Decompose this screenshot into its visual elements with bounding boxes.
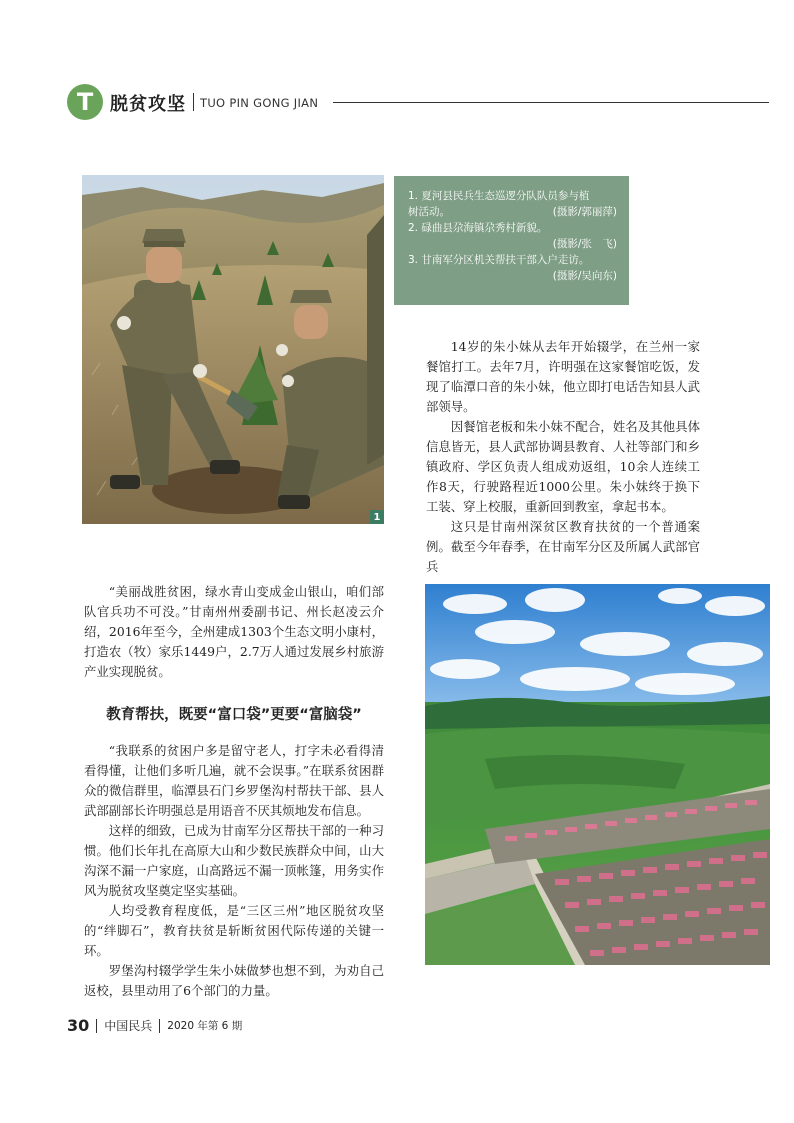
photo-village-aerial xyxy=(425,584,770,965)
caption-1-line-b xyxy=(408,204,617,220)
article-paragraph: 罗堡沟村辍学学生朱小妹做梦也想不到，为劝自己返校，县里动用了6个部门的力量。 xyxy=(84,963,384,998)
section-logo-letter: T xyxy=(76,88,94,116)
article-paragraph: 这样的细致，已成为甘南军分区帮扶干部的一种习惯。他们长年扎在高原大山和少数民族群众中间，山大沟深不漏一户家庭，山高路远不漏一顶帐篷，用务实作风为脱贫攻坚奠定坚实基础。 xyxy=(84,823,384,898)
caption-2-credit: (摄影/张 飞) xyxy=(552,238,617,250)
page-footer xyxy=(67,1016,242,1035)
page-number: 30 xyxy=(67,1016,90,1035)
caption-3-credit: (摄影/吴向东) xyxy=(552,270,617,282)
caption-1-line-a: 1. 夏河县民兵生态巡逻分队队员参与植 xyxy=(408,190,590,202)
photo-caption-box xyxy=(394,176,629,305)
article-paragraph: “我联系的贫困户多是留守老人，打字未必看得清看得懂，让他们多听几遍，就不会误事。”在联系贫困群众的微信群里，临潭县石门乡罗堡沟村帮扶干部、县人武部副部长许明强总是用语音不厌其烦地发布信息。 xyxy=(84,743,384,818)
photo-number-1: 1 xyxy=(370,510,384,524)
article-left-column-top xyxy=(84,582,384,682)
article-paragraph: 这只是甘南州深贫区教育扶贫的一个普通案例。截至今年春季，在甘南军分区及所属人武部官兵 xyxy=(426,519,700,574)
issue-label: 2020 年第 6 期 xyxy=(167,1020,243,1032)
article-paragraph: 人均受教育程度低，是“三区三州”地区脱贫攻坚的“绊脚石”，教育扶贫是斩断贫困代际传递的关键一环。 xyxy=(84,903,384,958)
subsection-heading: 教育帮扶，既要“富口袋”更要“富脑袋” xyxy=(106,707,362,723)
article-paragraph: 14岁的朱小妹从去年开始辍学，在兰州一家餐馆打工。去年7月，许明强在这家餐馆吃饭，发现了临潭口音的朱小妹，他立即打电话告知县人武部领导。 xyxy=(426,339,700,414)
section-title-pinyin: TUO PIN GONG JIAN xyxy=(200,96,319,110)
caption-1-text-end: 树活动。 xyxy=(408,206,450,218)
section-logo-badge xyxy=(67,84,103,120)
article-right-column xyxy=(426,337,700,577)
header-divider xyxy=(193,93,194,111)
photo-tree-planting xyxy=(82,175,384,524)
section-title: 脱贫攻坚 xyxy=(110,94,186,115)
footer-divider xyxy=(159,1019,160,1033)
article-paragraph: “美丽战胜贫困，绿水青山变成金山银山，咱们部队官兵功不可没。”甘南州州委副书记、州长赵凌云介绍，2016年至今，全州建成1303个生态文明小康村，打造农（牧）家乐1449户，2.7万人通过发展乡村旅游产业实现脱贫。 xyxy=(84,584,384,679)
caption-2-line: 2. 碌曲县尕海镇尕秀村新貌。 xyxy=(408,222,548,234)
magazine-name: 中国民兵 xyxy=(104,1019,153,1033)
header-rule xyxy=(333,102,769,103)
article-left-column-bottom xyxy=(84,741,384,1001)
caption-3-line: 3. 甘南军分区机关帮扶干部入户走访。 xyxy=(408,254,590,266)
caption-1-credit: (摄影/郭丽萍) xyxy=(552,206,617,218)
footer-divider xyxy=(96,1019,97,1033)
article-paragraph: 因餐馆老板和朱小妹不配合，姓名及其他具体信息皆无，县人武部协调县教育、人社等部门和乡镇政府、学区负责人组成劝返组，10余人连续工作8天，行驶路程近1000公里。朱小妹终于换下工装、穿上校服，重新回到教室，拿起书本。 xyxy=(426,419,700,514)
